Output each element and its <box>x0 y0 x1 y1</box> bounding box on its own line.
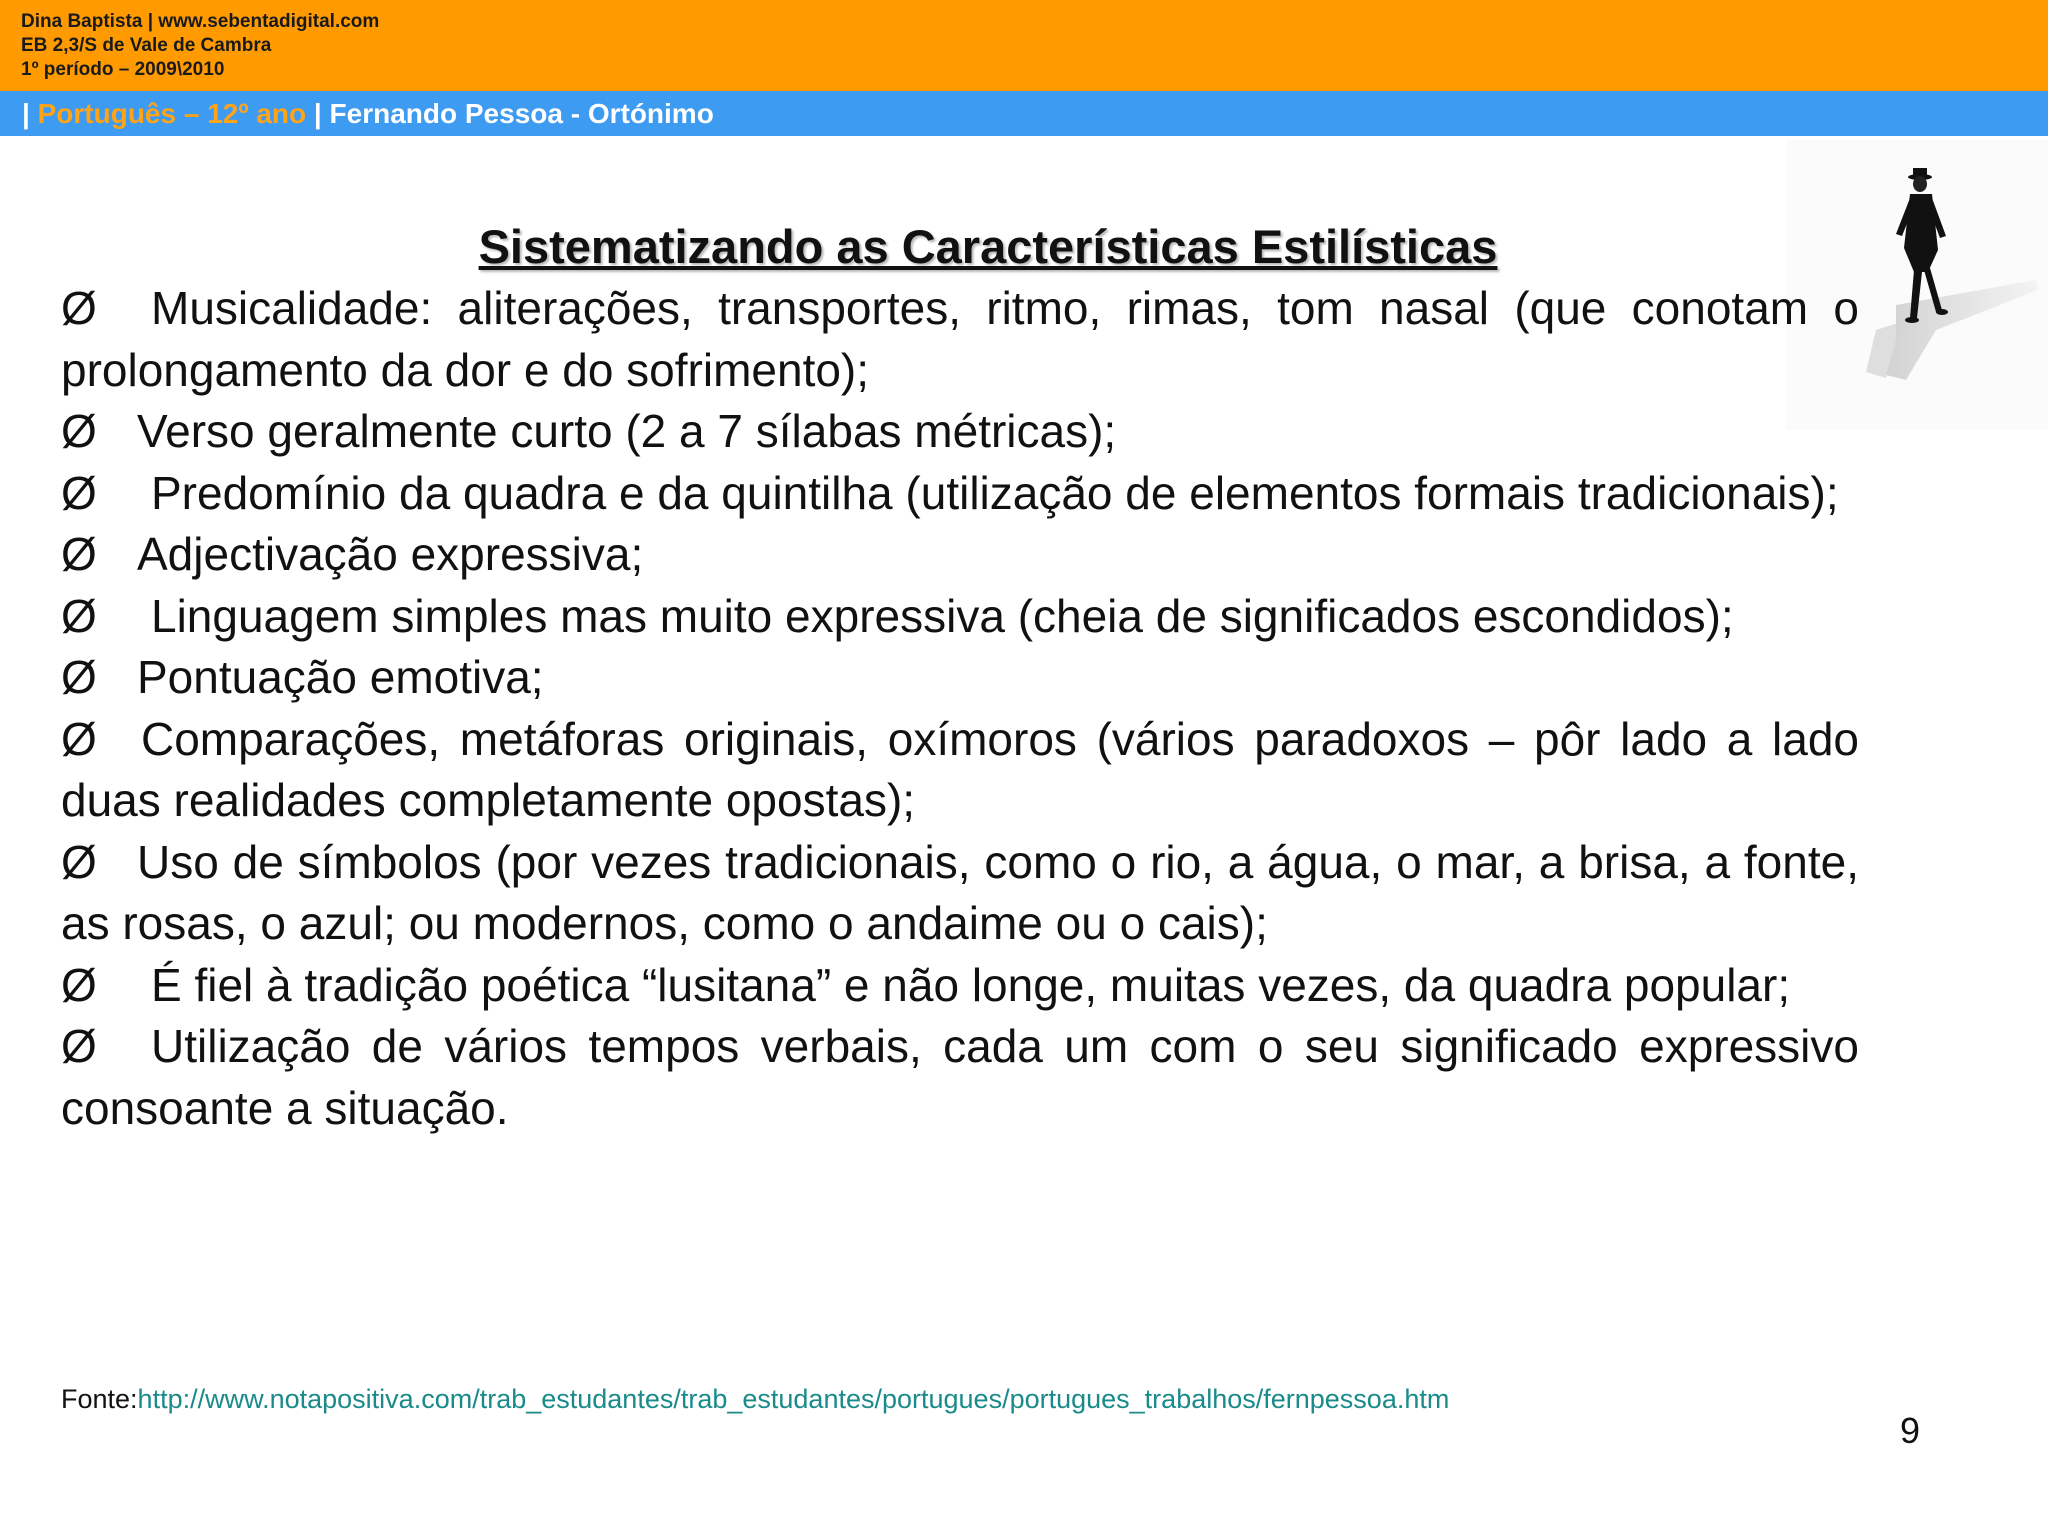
bullet-icon: Ø <box>61 1020 97 1072</box>
bullet-text: Musicalidade: aliterações, transportes, ritmo, rimas, tom nasal (que conotam o prolongamento da dor e do sofrimento); <box>61 282 1859 396</box>
source-link[interactable]: http://www.notapositiva.com/trab_estudantes/trab_estudantes/portugues/portugues_trabalhos/fernpessoa.htm <box>137 1384 1450 1414</box>
bullet-icon: Ø <box>61 651 97 703</box>
bullet-icon: Ø <box>61 282 97 334</box>
bullet-text: Verso geralmente curto (2 a 7 sílabas métricas); <box>137 405 1117 457</box>
bullet-text: Linguagem simples mas muito expressiva (cheia de significados escondidos); <box>151 589 1734 642</box>
bullet-list <box>61 278 1859 1139</box>
bullet-text: Predomínio da quadra e da quintilha (utilização de elementos formais tradicionais); <box>151 466 1839 519</box>
list-item <box>61 709 1859 832</box>
bar-prefix: | <box>22 98 38 129</box>
bullet-icon: Ø <box>61 405 97 457</box>
period-line: 1º período – 2009\2010 <box>21 59 225 80</box>
bullet-text: Uso de símbolos (por vezes tradicionais, como o rio, a água, o mar, a brisa, a fonte, as rosas, o azul; ou modernos, como o andaime ou o cais); <box>61 835 1859 949</box>
bullet-icon: Ø <box>61 528 97 580</box>
bullet-text: Adjectivação expressiva; <box>137 528 644 580</box>
bullet-text: Comparações, metáforas originais, oxímoros (vários paradoxos – pôr lado a lado duas realidades completamente opostas); <box>61 712 1859 826</box>
list-item <box>61 955 1859 1017</box>
list-item <box>61 1016 1859 1139</box>
list-item <box>61 832 1859 955</box>
subject-heading <box>22 91 714 136</box>
bullet-text: É fiel à tradição poética “lusitana” e não longe, muitas vezes, da quadra popular; <box>151 958 1791 1011</box>
school-line: EB 2,3/S de Vale de Cambra <box>21 35 272 56</box>
bullet-text: Pontuação emotiva; <box>137 651 544 703</box>
course-name: Português – 12º ano <box>37 98 307 129</box>
slide-title: Sistematizando as Características Estilísticas <box>478 220 1498 273</box>
list-item <box>61 647 1859 709</box>
bullet-icon: Ø <box>61 712 97 765</box>
subject-bar <box>0 91 2048 136</box>
source-citation <box>61 1384 1449 1415</box>
bullet-icon: Ø <box>61 466 97 519</box>
bullet-icon: Ø <box>61 589 97 642</box>
list-item <box>61 524 1859 586</box>
list-item <box>61 586 1859 648</box>
topic-name: | Fernando Pessoa - Ortónimo <box>306 98 714 129</box>
source-label: Fonte: <box>61 1384 138 1414</box>
author-line: Dina Baptista | www.sebentadigital.com <box>21 11 380 32</box>
bullet-icon: Ø <box>61 958 97 1011</box>
bullet-icon: Ø <box>61 835 97 888</box>
list-item <box>61 463 1859 525</box>
header-info-bar <box>0 0 2048 91</box>
list-item <box>61 278 1859 401</box>
bullet-text: Utilização de vários tempos verbais, cada um com o seu significado expressivo consoante a situação. <box>61 1020 1859 1134</box>
list-item <box>61 401 1859 463</box>
page-number: 9 <box>1900 1410 1921 1451</box>
